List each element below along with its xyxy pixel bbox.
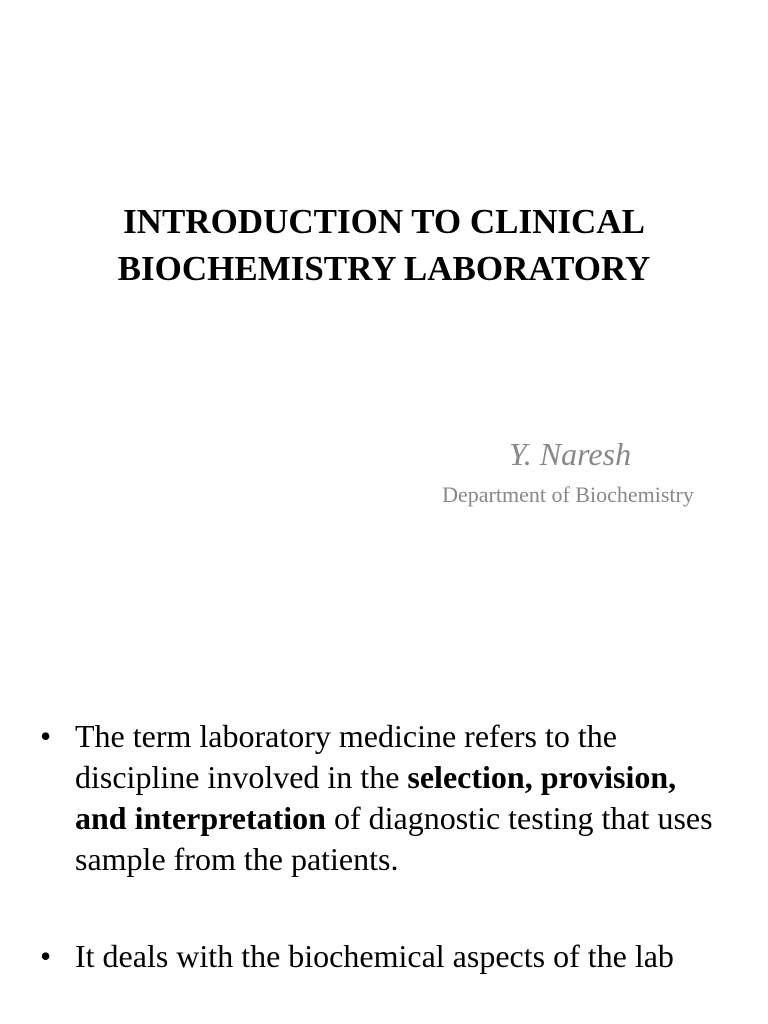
bullet-1-text-start: The term laboratory medicine refers to the discipline involved in the: [75, 718, 617, 795]
content-slide: [0, 640, 768, 1024]
author-name: Y. Naresh: [508, 436, 632, 472]
bullet-1-bold-text: selection, provision, and interpretation: [75, 759, 677, 836]
bullet-item-2: [40, 936, 730, 977]
slide-title: [0, 198, 768, 292]
title-line-1: INTRODUCTION TO CLINICAL: [123, 202, 645, 241]
bullet-dot-icon: •: [40, 938, 52, 974]
bullet-item-1: [40, 716, 730, 880]
bullet-1-text-end: of diagnostic testing that uses sample from the patients.: [75, 800, 713, 877]
department-name: Department of Biochemistry: [442, 482, 694, 507]
title-line-2: BIOCHEMISTRY LABORATORY: [117, 249, 651, 288]
bullet-text-2: It deals with the biochemical aspects of the lab: [75, 938, 674, 974]
bullet-text-1: [75, 716, 730, 880]
bullet-dot-icon: •: [40, 718, 52, 754]
